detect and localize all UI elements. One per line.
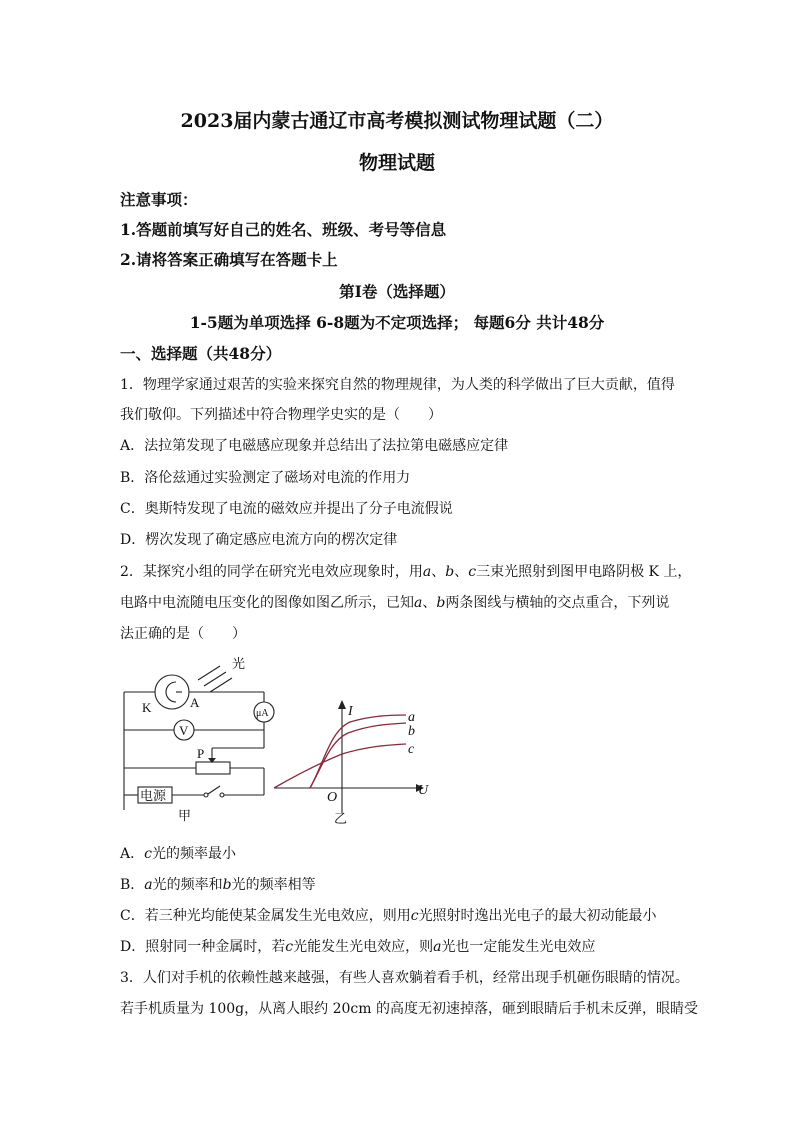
curve-c-label: c: [408, 742, 415, 757]
cathode-electrode: [166, 682, 176, 702]
light-label: 光: [232, 656, 246, 671]
curve-c: [274, 744, 406, 788]
switch-terminal: [204, 793, 208, 797]
volume-title: 第I卷（选择题）: [339, 282, 455, 301]
q2-option-c: C．若三种光均能使某金属发生光电效应，则用c光照射时逸出光电子的最大初动能最小: [120, 908, 657, 924]
iu-graph: [270, 695, 430, 830]
curve-a-label: a: [408, 710, 415, 725]
q1-option-d: D．楞次发现了确定感应电流方向的楞次定律: [120, 532, 398, 548]
q2-stem-line3: 法正确的是（ ）: [120, 626, 246, 642]
cathode-label: K: [142, 700, 152, 715]
source-label: 电源: [140, 788, 167, 803]
curve-a: [310, 715, 406, 788]
notice-heading: 注意事项：: [120, 190, 198, 209]
q2-option-d: D．照射同一种金属时，若c光能发生光电效应，则a光也一定能发生光电效应: [120, 939, 596, 955]
part-title: 一、选择题（共48分）: [120, 344, 282, 363]
q1-stem-line1: 1．物理学家通过艰苦的实验来探究自然的物理规律，为人类的科学做出了巨大贡献，值得: [120, 377, 675, 393]
q2-option-b: B．a光的频率和b光的频率相等: [120, 877, 316, 893]
i-axis-arrow: [338, 700, 346, 709]
q3-stem-line1: 3．人们对手机的依赖性越来越强，有些人喜欢躺着看手机，经常出现手机砸伤眼睛的情况。: [120, 970, 689, 986]
x-axis-label: U: [418, 783, 429, 798]
phototube: [155, 675, 189, 709]
section-instructions: 1-5题为单项选择 6-8题为不定项选择； 每题6分 共计48分: [189, 313, 605, 332]
exam-title: 2023届内蒙古通辽市高考模拟测试物理试题（二）: [180, 110, 614, 132]
switch-blade: [208, 786, 220, 794]
microammeter-label: μA: [256, 708, 269, 719]
circuit-diagram: [110, 650, 290, 830]
graph-caption: 乙: [334, 811, 348, 826]
q1-option-c: C．奥斯特发现了电流的磁效应并提出了分子电流假说: [120, 501, 453, 517]
q3-stem-line2: 若手机质量为 100g，从离人眼约 20cm 的高度无初速掉落，砸到眼睛后手机未反弹，眼睛受: [120, 1001, 698, 1017]
circuit-caption: 甲: [178, 808, 192, 823]
anode-label: A: [190, 695, 200, 710]
notice-item-2: 2.请将答案正确填写在答题卡上: [120, 250, 338, 269]
q1-option-b: B．洛伦兹通过实验测定了磁场对电流的作用力: [120, 470, 411, 486]
q2-option-a: A．c光的频率最小: [120, 846, 236, 862]
y-axis-label: I: [348, 704, 353, 719]
subject-title: 物理试题: [358, 152, 435, 174]
rheostat: [196, 762, 230, 774]
voltmeter-label: V: [179, 723, 189, 738]
curve-b-label: b: [408, 724, 415, 739]
q1-stem-line2: 我们敬仰。下列描述中符合物理学史实的是（ ）: [120, 407, 442, 423]
switch-terminal: [220, 793, 224, 797]
notice-item-1: 1.答题前填写好自己的姓名、班级、考号等信息: [120, 220, 447, 239]
origin-label: O: [327, 790, 338, 805]
q1-option-a: A．法拉第发现了电磁感应现象并总结出了法拉第电磁感应定律: [120, 438, 509, 454]
q2-stem-line2: 电路中电流随电压变化的图像如图乙所示，已知a、b两条图线与横轴的交点重合，下列说: [120, 595, 670, 611]
slider-label: P: [197, 746, 205, 761]
q2-stem-line1: 2．某探究小组的同学在研究光电效应现象时，用a、b、c三束光照射到图甲电路阴极 K 上，: [120, 564, 692, 580]
